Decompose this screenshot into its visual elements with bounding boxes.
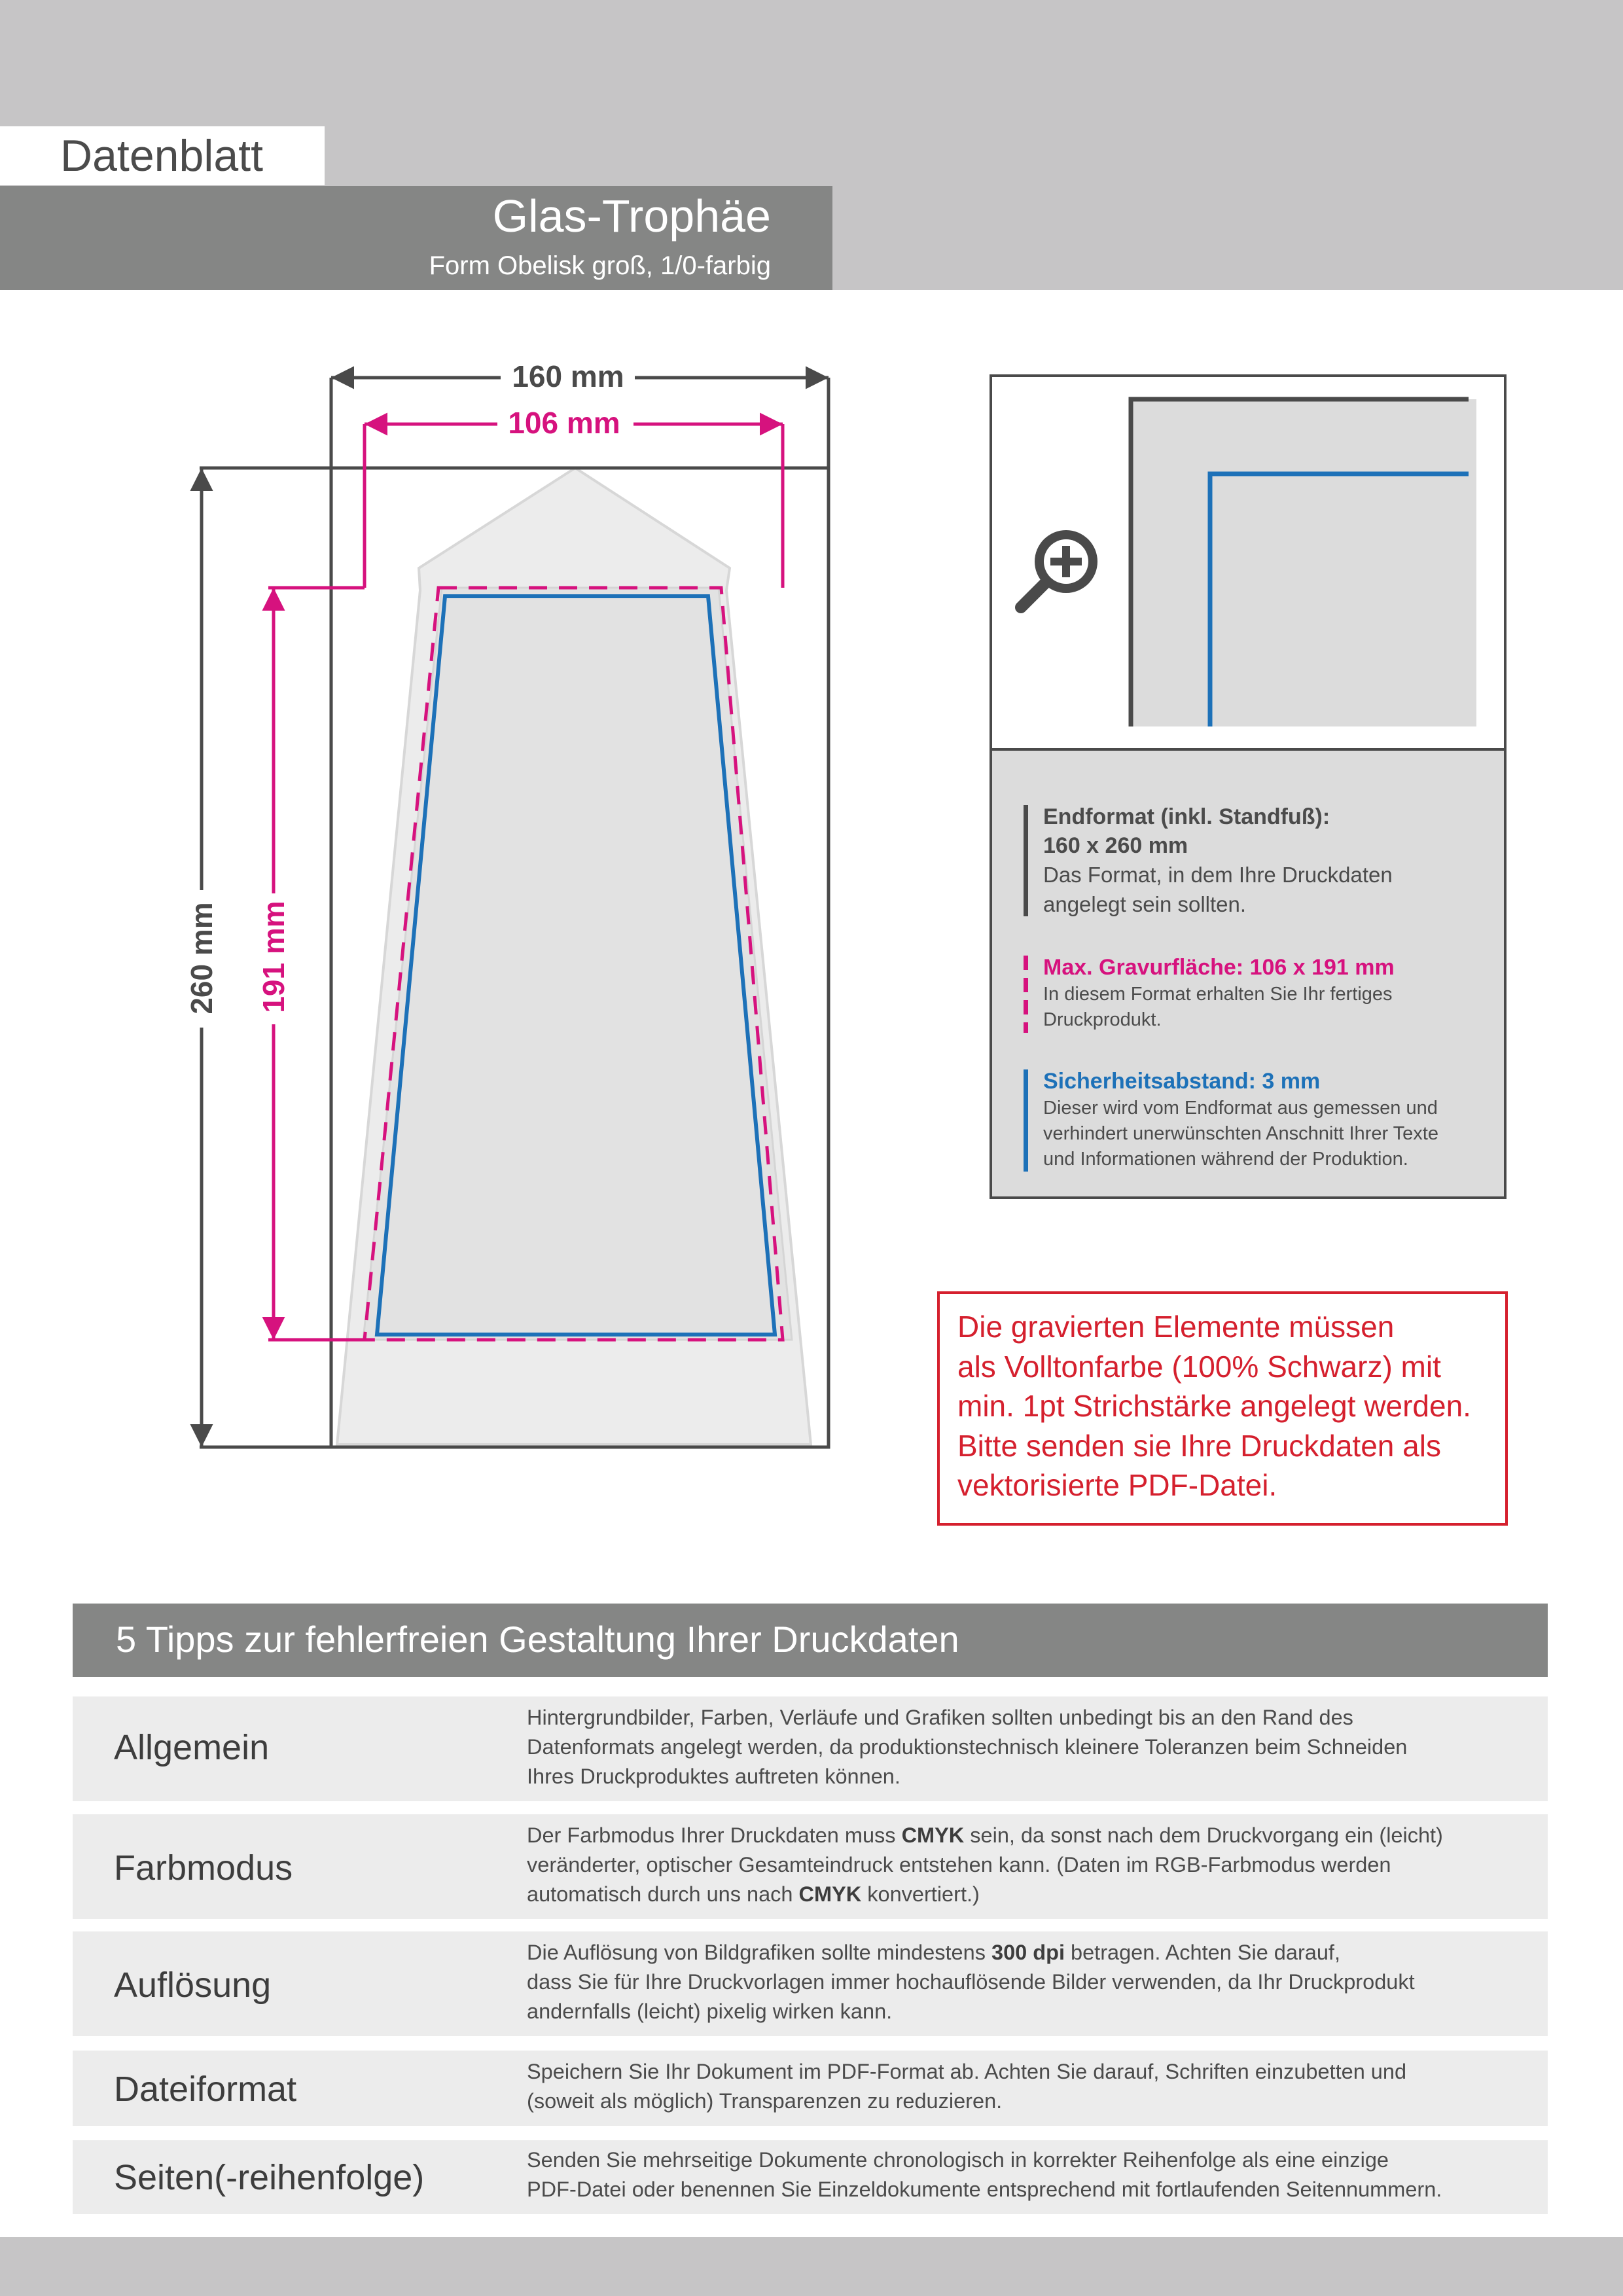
tip-text-part: betragen. Achten Sie darauf, — [1065, 1941, 1340, 1964]
zoom-magnifier-icon — [1021, 530, 1097, 607]
warning-line: vektorisierte PDF-Datei. — [957, 1468, 1277, 1502]
tip-text — [527, 1938, 1535, 2026]
dim-width-engrave: 106 mm — [508, 406, 620, 440]
legend-endformat-title: Endformat (inkl. Standfuß): — [1043, 804, 1330, 829]
tip-text-line — [527, 1880, 1535, 1909]
legend-endformat-line2: angelegt sein sollten. — [1043, 892, 1247, 916]
tip-text-part: automatisch durch uns nach — [527, 1882, 799, 1906]
tip-text-part: sein, da sonst nach dem Druckvorgang ein (leicht) — [964, 1823, 1443, 1847]
tip-text-part: Die Auflösung von Bildgrafiken sollte mindestens — [527, 1941, 991, 1964]
tip-text-line: Speichern Sie Ihr Dokument im PDF-Format ab. Achten Sie darauf, Schriften einzubetten und — [527, 2060, 1407, 2083]
doc-label: Datenblatt — [60, 131, 263, 181]
warning-line: Bitte senden sie Ihre Druckdaten als — [957, 1428, 1441, 1463]
tip-row-aufloesung — [73, 1931, 1548, 2036]
legend-gravur — [1024, 953, 1395, 1033]
page-title: Glas-Trophäe — [492, 190, 771, 242]
legend-gravur-title: Max. Gravurfläche: 106 x 191 mm — [1043, 955, 1395, 980]
legend-safety-title: Sicherheitsabstand: 3 mm — [1043, 1069, 1321, 1094]
tip-row-farbmodus — [73, 1814, 1548, 1919]
tips-title: 5 Tipps zur fehlerfreien Gestaltung Ihrer Druckdaten — [116, 1619, 959, 1660]
dim-height-total: 260 mm — [185, 902, 219, 1014]
tip-label: Auflösung — [114, 1965, 272, 2005]
legend-endformat — [1024, 802, 1393, 919]
tip-text — [527, 1821, 1535, 1909]
legend-safety-line2: verhindert unerwünschten Anschnitt Ihrer Texte — [1043, 1123, 1438, 1144]
legend-endformat-bar — [1024, 805, 1028, 916]
tip-row-dateiformat — [73, 2051, 1548, 2126]
warning-line: min. 1pt Strichstärke angelegt werden. — [957, 1389, 1471, 1423]
legend-safety-line1: Dieser wird vom Endformat aus gemessen und — [1043, 1098, 1438, 1119]
warning-line: Die gravierten Elemente müssen — [957, 1310, 1395, 1344]
zoom-detail-fill — [1131, 399, 1476, 726]
page-subtitle: Form Obelisk groß, 1/0-farbig — [429, 251, 771, 280]
legend-gravur-line2: Druckprodukt. — [1043, 1009, 1162, 1030]
tip-text — [527, 1703, 1535, 1791]
tip-text-line: Hintergrundbilder, Farben, Verläufe und Grafiken sollten unbedingt bis an den Rand des — [527, 1706, 1353, 1729]
tip-text — [527, 2145, 1535, 2204]
tip-row-allgemein — [73, 1696, 1548, 1801]
tip-label: Dateiformat — [114, 2070, 297, 2109]
warning-text — [957, 1307, 1501, 1505]
tip-text-line — [527, 1938, 1535, 1967]
legend-gravur-bar — [1024, 956, 1028, 1033]
obelisk-drawing — [0, 0, 929, 1525]
tip-text-part: Der Farbmodus Ihrer Druckdaten muss — [527, 1823, 902, 1847]
tip-text-part: konvertiert.) — [861, 1882, 980, 1906]
tip-text-bold: 300 dpi — [991, 1941, 1065, 1964]
dim-height-engrave: 191 mm — [257, 901, 291, 1013]
tip-text-line: dass Sie für Ihre Druckvorlagen immer hochauflösende Bilder verwenden, da Ihr Druckprodukt — [527, 1970, 1415, 1994]
tip-text-line: veränderter, optischer Gesamteindruck entstehen kann. (Daten im RGB-Farbmodus werden — [527, 1853, 1391, 1876]
legend-endformat-size: 160 x 260 mm — [1043, 833, 1188, 858]
legend-gravur-line1: In diesem Format erhalten Sie Ihr fertiges — [1043, 984, 1393, 1005]
legend-endformat-line1: Das Format, in dem Ihre Druckdaten — [1043, 863, 1393, 887]
tip-text-bold: CMYK — [798, 1882, 862, 1906]
tip-label: Seiten(-reihenfolge) — [114, 2158, 425, 2197]
tip-text — [527, 2057, 1535, 2116]
dim-width-total: 160 mm — [512, 359, 624, 393]
tip-text-line: (soweit als möglich) Transparenzen zu reduzieren. — [527, 2089, 1003, 2113]
tip-label: Allgemein — [114, 1728, 270, 1767]
tip-row-seiten — [73, 2140, 1548, 2214]
tip-text-line: PDF-Datei oder benennen Sie Einzeldokumente entsprechend mit fortlaufenden Seitennummern. — [527, 2178, 1442, 2201]
legend-safety-bar — [1024, 1069, 1028, 1172]
warning-line: als Volltonfarbe (100% Schwarz) mit — [957, 1349, 1441, 1384]
legend-safety-line3: und Informationen während der Produktion. — [1043, 1149, 1408, 1170]
tip-text-line: Ihres Druckproduktes auftreten können. — [527, 1765, 901, 1788]
tip-text-line: Datenformats angelegt werden, da produktionstechnisch kleinere Toleranzen beim Schneiden — [527, 1735, 1408, 1759]
safety-line — [377, 596, 775, 1335]
tip-text-line: andernfalls (leicht) pixelig wirken kann. — [527, 2000, 893, 2023]
footer-band — [0, 2237, 1623, 2296]
tip-text-bold: CMYK — [901, 1823, 965, 1847]
tip-text-line — [527, 1821, 1535, 1850]
zoom-detail — [990, 374, 1507, 751]
tip-text-line: Senden Sie mehrseitige Dokumente chronologisch in korrekter Reihenfolge als eine einzige — [527, 2148, 1389, 2172]
tip-label: Farbmodus — [114, 1848, 293, 1888]
legend-safety — [1024, 1067, 1438, 1172]
